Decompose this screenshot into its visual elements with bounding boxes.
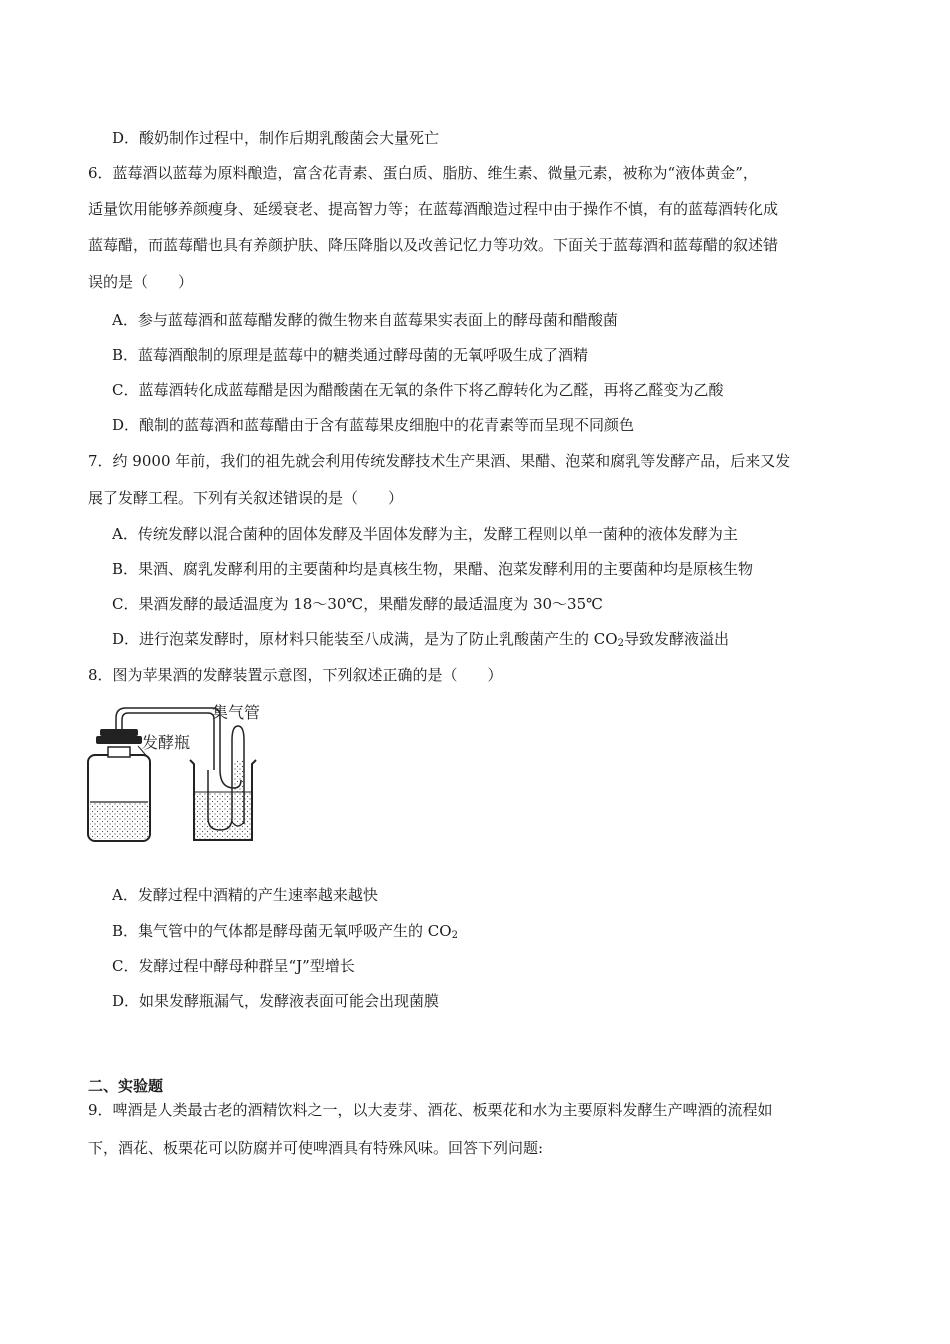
q7-option-d-subscript: 2 (617, 638, 624, 649)
q6-option-d: D．酿制的蓝莓酒和蓝莓醋由于含有蓝莓果皮细胞中的花青素等而呈现不同颜色 (112, 416, 635, 434)
q9-stem-line-2: 下，酒花、板栗花可以防腐并可使啤酒具有特殊风味。回答下列问题: (88, 1139, 544, 1157)
q7-option-d-text: D．进行泡菜发酵时，原材料只能装至八成满，是为了防止乳酸菌产生的 CO (112, 630, 618, 648)
q6-option-b: B．蓝莓酒酿制的原理是蓝莓中的糖类通过酵母菌的无氧呼吸生成了酒精 (112, 346, 589, 364)
label-gas-collection-tube: 集气管 (212, 703, 261, 722)
q6-stem-line-1: 6．蓝莓酒以蓝莓为原料酿造，富含花青素、蛋白质、脂肪、维生素、微量元素，被称为“液体黄金”， (88, 164, 758, 182)
q6-stem-line-3: 蓝莓醋，而蓝莓醋也具有养颜护肤、降压降脂以及改善记忆力等功效。下面关于蓝莓酒和蓝莓醋的叙述错 (88, 236, 779, 254)
beaker (190, 760, 256, 840)
q5-option-d: D．酸奶制作过程中，制作后期乳酸菌会大量死亡 (112, 129, 440, 147)
q6-stem-line-4: 误的是（ ） (88, 273, 194, 291)
section-title-experiment: 二、实验题 (88, 1077, 164, 1095)
q8-option-d: D．如果发酵瓶漏气，发酵液表面可能会出现菌膜 (112, 992, 440, 1010)
q8-stem: 8．图为苹果酒的发酵装置示意图，下列叙述正确的是（ ） (88, 666, 503, 684)
q6-option-a: A．参与蓝莓酒和蓝莓醋发酵的微生物来自蓝莓果实表面上的酵母菌和醋酸菌 (112, 311, 618, 329)
q7-option-c: C．果酒发酵的最适温度为 18～30℃，果醋发酵的最适温度为 30～35℃ (112, 595, 603, 613)
q7-stem-line-2: 展了发酵工程。下列有关叙述错误的是（ ） (88, 489, 404, 507)
fermentation-apparatus-figure (86, 700, 276, 850)
q8-option-b-subscript: 2 (451, 930, 458, 941)
q8-option-a: A．发酵过程中酒精的产生速率越来越快 (112, 886, 378, 904)
q8-option-c: C．发酵过程中酵母种群呈“J”型增长 (112, 957, 355, 975)
q7-stem-line-1: 7．约 9000 年前，我们的祖先就会利用传统发酵技术生产果酒、果醋、泡菜和腐乳等发酵产品，后来又发 (88, 452, 791, 470)
q6-stem-line-2: 适量饮用能够养颜瘦身、延缓衰老、提高智力等；在蓝莓酒酿造过程中由于操作不慎，有的蓝莓酒转化成 (88, 200, 779, 218)
label-fermentation-bottle: 发酵瓶 (142, 733, 191, 752)
q7-option-a: A．传统发酵以混合菌种的固体发酵及半固体发酵为主，发酵工程则以单一菌种的液体发酵为主 (112, 525, 738, 543)
q7-option-d (112, 629, 729, 649)
q7-option-b: B．果酒、腐乳发酵利用的主要菌种均是真核生物，果醋、泡菜发酵利用的主要菌种均是原核生物 (112, 560, 754, 578)
q7-option-d-text-end: 导致发酵液溢出 (623, 630, 729, 648)
q6-option-c: C．蓝莓酒转化成蓝莓醋是因为醋酸菌在无氧的条件下将乙醇转化为乙醛，再将乙醛变为乙酸 (112, 381, 724, 399)
q8-option-b-text: B．集气管中的气体都是酵母菌无氧呼吸产生的 CO (112, 922, 452, 940)
q8-option-b (112, 921, 458, 941)
q9-stem-line-1: 9．啤酒是人类最古老的酒精饮料之一，以大麦芽、酒花、板栗花和水为主要原料发酵生产啤酒的流程如 (88, 1101, 773, 1119)
fermentation-bottle (88, 729, 150, 841)
